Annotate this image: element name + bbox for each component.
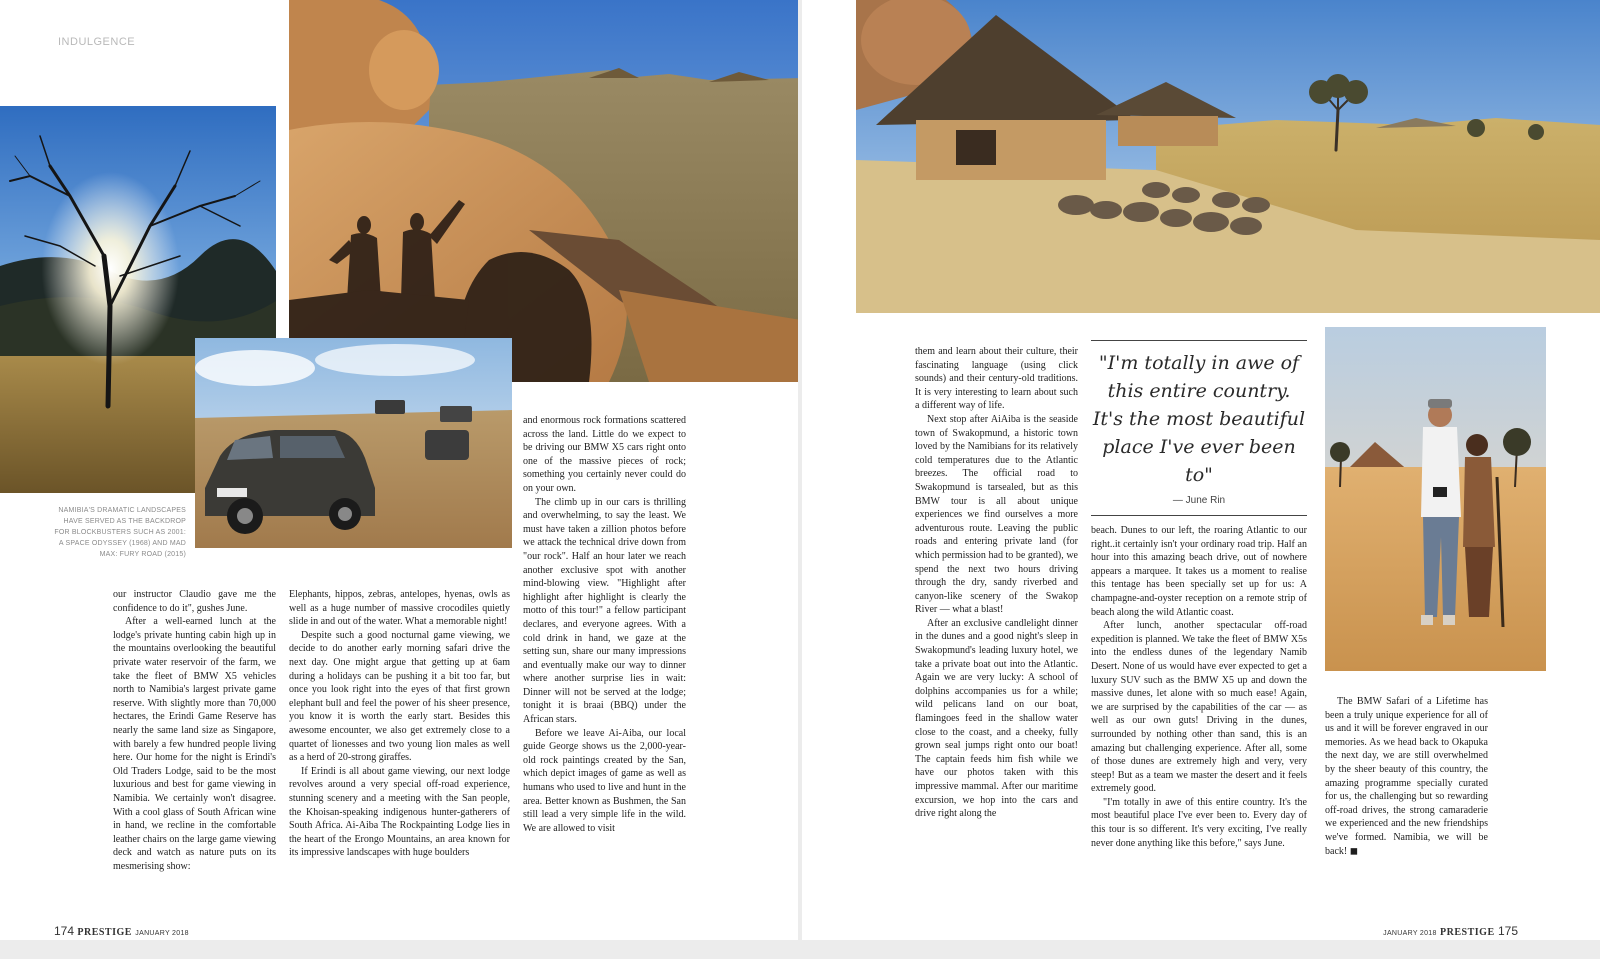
paragraph: Before we leave Ai-Aiba, our local guide George shows us the 2,000-year-old rock paintings created by the San, which depict images of game as well as humans who used to live and hunt in the area. Better known as Bushmen, the San still lead a very simple life in the wild. We are allowed to visit [523, 727, 686, 834]
photo-caption: NAMIBIA'S DRAMATIC LANDSCAPES HAVE SERVED AS THE BACKDROP FOR BLOCKBUSTERS SUCH AS 2001: A SPACE ODYSSEY (1968) AND MAD MAX: FURY ROAD (2015) [54, 507, 186, 558]
issue-date: JANUARY 2018 [135, 930, 189, 937]
left-column-2 [289, 588, 510, 860]
right-page [802, 0, 1600, 940]
paragraph: After an exclusive candlelight dinner in the dunes and a good night's sleep in Swakopmund's leading luxury hotel, we take a private boat out into the Atlantic. Again we are very lucky: A school of dolphins accompanies us for a while; wild pelicans land on our boat, flamingoes feed in the shallow water close to the coast, and a cheeky, fully grown seal jumps right onto our boat! The captain feeds him fish while we have our photos taken with this impressive mammal. After our maritime excursion, we hop into the cars and drive right along the [915, 617, 1078, 820]
paragraph: beach. Dunes to our left, the roaring Atlantic to our right..it certainly isn't your ordinary road trip. Half an hour into this amazing beach drive, out of nowhere appears a marquee. It takes us a moment to realise this tentage has been specially set up for us: A champagne-and-oyster reception on a remote strip of beach along the wild Atlantic coast. [1091, 525, 1307, 618]
pull-quote [1091, 340, 1307, 516]
paragraph: "I'm totally in awe of this entire country. It's the most beautiful place I've ever been to. Every day of this tour is so different. It's very exciting, I've really never done anything like this before," says June. [1091, 796, 1307, 849]
page-number: 174 [54, 924, 75, 938]
lodge-panorama-photo [856, 0, 1600, 313]
paragraph: Next stop after AiAiba is the seaside town of Swakopmund, a historic town loved by the Namibians for its relatively cold temperatures due to the Atlantic breezes. The official road to Swakopmund is tarsealed, but as this BMW tour is all about unique experiences we find ourselves a more adventurous route. Leaving the public roads and entering private land (for which permission had to be granted), we spend the next two hours driving through the dry, sandy riverbed and canyon-like scenery of the Swakop River — what a blast! [915, 413, 1078, 616]
magazine-name: PRESTIGE [1440, 927, 1495, 938]
left-column-3 [523, 414, 686, 835]
paragraph: The BMW Safari of a Lifetime has been a truly unique experience for all of us and it will be forever engraved in our memories. As we head back to Okapuka the next day, we are still overwhelmed by the sheer beauty of this country, the amazing programme specially curated for us, the challenging but so rewarding off-road drives, the strong camaraderie we experienced and the new friendships we've formed. Namibia, we will be back! ◼ [1325, 696, 1488, 857]
section-label: INDULGENCE [58, 36, 136, 48]
paragraph: them and learn about their culture, their fascinating language (using click sounds) and their century-old traditions. It is very interesting to learn about such a different way of life. [915, 346, 1078, 412]
portrait-photo [1325, 327, 1546, 671]
right-folio [1383, 924, 1518, 938]
page-number: 175 [1497, 924, 1518, 938]
rocks-shadows-photo [289, 0, 798, 382]
issue-date: JANUARY 2018 [1383, 930, 1437, 937]
right-column-2 [1091, 524, 1307, 850]
pull-quote-author: — June Rin [1172, 495, 1226, 506]
pull-quote-text: "I'm totally in awe of this entire country. It's the most beautiful place I've ever been to" [1092, 352, 1306, 486]
car-convoy-photo [195, 338, 512, 548]
magazine-name: PRESTIGE [77, 927, 132, 938]
paragraph: If Erindi is all about game viewing, our next lodge revolves around a very special off-road experience, stunning scenery and a meeting with the San people, the Khoisan-speaking indigenous hunter-gatherers of South Africa. Ai-Aiba The Rockpainting Lodge lies in the heart of the Erongo Mountains, an area known for its impressive landscapes with huge boulders [289, 765, 510, 859]
paragraph: Elephants, hippos, zebras, antelopes, hyenas, owls as well as a huge number of massive crocodiles quietly slide in and out of the water. What a memorable night! [289, 589, 510, 628]
paragraph: The climb up in our cars is thrilling and overwhelming, to say the least. We must have taken a zillion photos before we attack the technical drive down from "our rock". Half an hour later we reach another exclusive spot with another mind-blowing view. "Highlight after highlight after highlight is clearly the motto of this tour!" a fellow participant declares, and everyone agrees. With a cold drink in hand, we gaze at the setting sun, share our many impressions and eventually make our way to dinner where another surprise lies in wait: Dinner will not be served at the lodge; tonight it is braai (BBQ) under the African stars. [523, 496, 686, 726]
right-column-3 [1325, 695, 1488, 858]
paragraph: our instructor Claudio gave me the confidence to do it", gushes June. [113, 589, 276, 614]
left-folio [54, 924, 189, 938]
paragraph: After lunch, another spectacular off-road expedition is planned. We take the fleet of BMW X5s into the endless dunes of the legendary Namib Desert. None of us would have ever expected to get a luxury SUV such as the BMW X5 up and down the massive dunes, let alone with so much ease! Again, we are surprised by the capabilities of the car — as well as our own guts! Driving in the dunes, surrounded by nothing other than sand, this is an amazing but challenging experience. After all, some of those dunes are extremely high and very, very steep! But as a team we master the desert and it feels extremely good. [1091, 620, 1307, 795]
paragraph: Despite such a good nocturnal game viewing, we decide to do another early morning safari drive the next day. One might argue that getting up at 6am during a holidays can be pushing it a bit too far, but once you look right into the eyes of that first grown elephant bull and feel the power of his sheer presence, you know it is worth the early start. Besides this awesome encounter, we also get extremely close to a quartet of lionesses and two young lion males as well as a herd of 20-strong giraffes. [289, 629, 510, 764]
paragraph: and enormous rock formations scattered across the land. Little do we expect to be driving our BMW X5 cars right onto one of the massive pieces of rock; something you certainly never could do on your own. [523, 415, 686, 494]
left-page [0, 0, 798, 940]
right-column-1 [915, 345, 1078, 821]
left-column-1 [113, 588, 276, 873]
paragraph: After a well-earned lunch at the lodge's private hunting cabin high up in the mountains overlooking the beautiful private water reservoir of the farm, we take the fleet of BMW X5 vehicles north to Namibia's largest private game reserve. With slightly more than 70,000 hectares, the Erindi Game Reserve has nearly the same land size as Singapore, with barely a few hundred people living here. Our home for the night is Erindi's Old Traders Lodge, said to be the most luxurious and best for game viewing in Namibia. We certainly won't disagree. With a cool glass of South African wine in hand, we recline in the comfortable leather chairs on the large game viewing deck and watch as nature puts on its mesmerising show: [113, 616, 276, 872]
